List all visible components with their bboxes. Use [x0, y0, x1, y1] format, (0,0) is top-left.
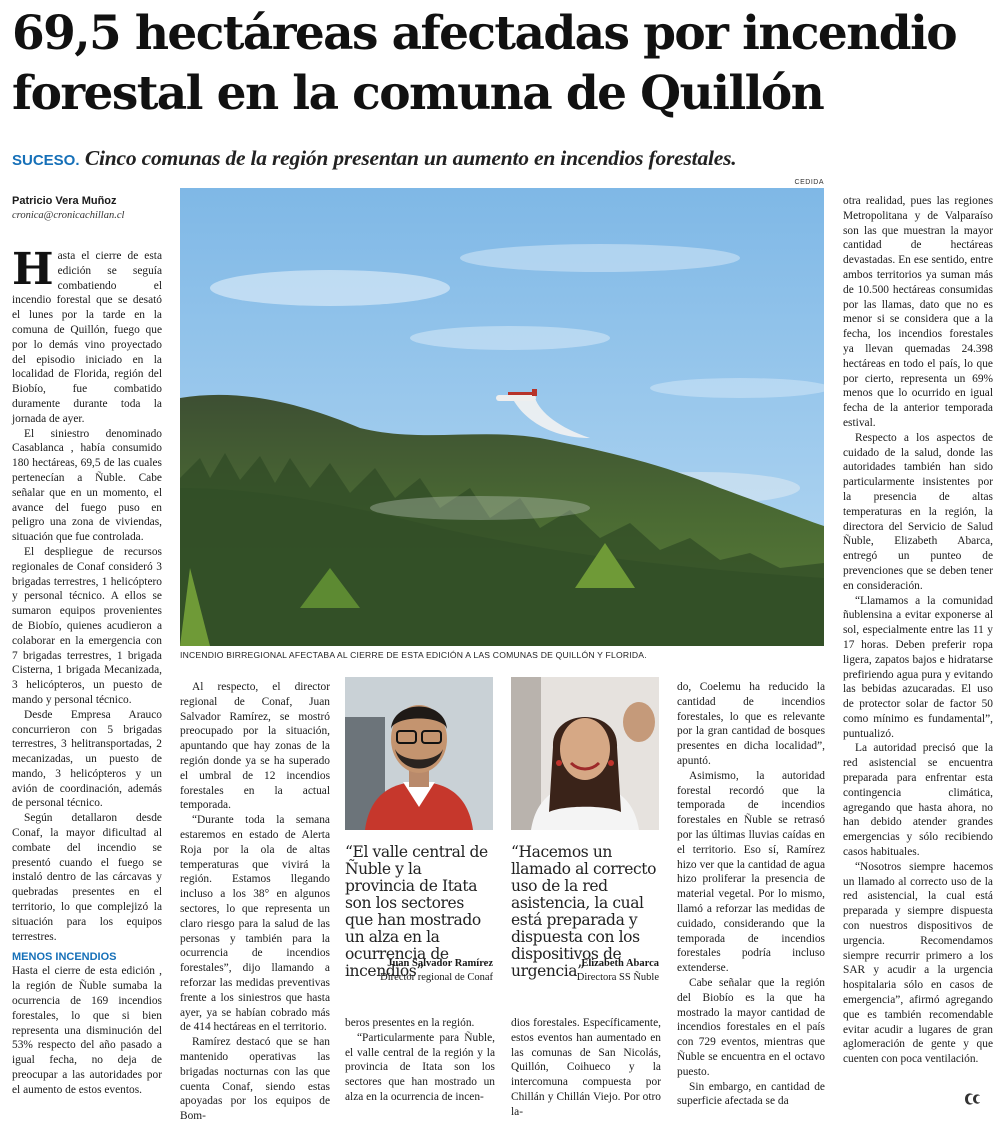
column-4: [511, 1016, 661, 1120]
paragraph: Según detallaron desde Conaf, la mayor dificultad al combate del incendio se presentó cuando el fuego se instaló dentro de las cárcavas y quebradas presentes en el territorio, lo que complejizó la situación para los equipos terrestres.: [12, 812, 162, 943]
paragraph: Respecto a los aspectos de cuidado de la salud, donde las autoridades también han sido particularmente insistentes por la presencia de altas temperaturas en la región, la directora del Servicio de Salud Ñuble, Elizabeth Abarca, entregó un punteo de prevenciones que se deben tener en consideración.: [843, 431, 993, 592]
paragraph: Ramírez destacó que se han mantenido operativas las brigadas nocturnas con las que cuenta Conaf, siendo estas apoyadas por los equipos de Bom-: [180, 1036, 330, 1123]
quote-2-role: Directora SS Ñuble: [576, 972, 659, 983]
column-3: [345, 1016, 495, 1105]
paragraph: El siniestro denominado Casablanca , había consumido 180 hectáreas, 69,5 de las cuales pertenecían a Ñuble. Cabe señalar que en un momento, el avance del fuego puso en peligro una zona de viviendas, situación que fue controlada.: [12, 427, 162, 544]
section-heading: MENOS INCENDIOS: [12, 951, 117, 964]
portrait-photo: [511, 677, 659, 830]
headline-line-1: 69,5 hectáreas afectadas por incendio: [12, 6, 957, 61]
paragraph: “Llamamos a la comunidad ñublensina a evitar exponerse al sol, especialmente entre las 11 y 17 horas. Deben preferir ropa ligera, zapatos bajos e hidratarse prefiriendo agua pura y evitando las bebidas azucaradas. El uso de protector solar de factor 50 como mínimo es fundamental”, puntualizó.: [843, 594, 993, 740]
subhead: [12, 144, 992, 175]
drop-cap: H: [12, 244, 54, 295]
paragraph: do, Coelemu ha reducido la cantidad de incendios forestales, lo que es relevante por la gran cantidad de bosques presentes en dicha localidad”, apuntó.: [677, 681, 825, 767]
paragraph: otra realidad, pues las regiones Metropolitana y de Valparaíso son las que muestran la mayor cantidad de hectáreas devastadas. En ese sentido, entre ambos territorios ya suman más de 10.500 hectáreas consumidas por las llamas, dato que no es menor si se considera que a la fecha, los incendios forestales ya llevan quemadas 24.398 hectáreas en todo el país, lo que por cierto, representa un 69% menos que lo ocurrido en igual fecha de la anterior temporada estival.: [843, 195, 993, 429]
photo-credit: CEDIDA: [794, 179, 824, 186]
paragraph: beros presentes en la región.: [345, 1017, 475, 1029]
portrait-juan-salvador-ramirez: [345, 677, 493, 830]
paragraph: El despliegue de recursos regionales de Conaf consideró 3 brigadas terrestres, 1 helicóptero y personal técnico. A ellos se sumaron equipos provenientes de Biobío, quienes acudieron a colaborar en la emergencia con 7 brigadas terrestres, 1 brigada Cisterna, 1 brigada Mecanizada, 3 helicópteros, un puesto de mando y personal técnico.: [12, 545, 162, 706]
paragraph: “Particularmente para Ñuble, el valle central de la región y la provincia de Itata son los sectores que han mostrado un alza en la ocurrencia de incen-: [345, 1031, 495, 1103]
headline-line-2: forestal en la comuna de Quillón: [12, 66, 824, 121]
paragraph: Sin embargo, en cantidad de superficie afectada se da: [677, 1080, 825, 1108]
pull-quote-2: “Hacemos un llamado al correcto uso de la red asistencia, la cual está preparada y dispuesta con los dispositivos de urgencia”: [511, 843, 657, 980]
quote-2-name: Elizabeth Abarca: [581, 958, 659, 969]
paragraph: Asimismo, la autoridad forestal recordó que la temporada de incendios forestales en Ñuble se retrasó por las últimas lluvias caídas en el territorio. Eso sí, Ramírez hizo ver que la cantidad de agua hizo proliferar la presencia de material vegetal. Por lo mismo, llamó a reforzar las medidas de cuidado, considerando que la temporada de incendios forestales podría incluso extenderse.: [677, 769, 825, 975]
column-1: [12, 194, 162, 1098]
end-mark-icon: [962, 1090, 982, 1108]
section-kicker: SUCESO.: [12, 152, 80, 169]
author-name: Patricio Vera Muñoz: [12, 195, 117, 207]
column-5: [677, 680, 825, 1109]
paragraph: “Durante toda la semana estaremos en estado de Alerta Roja por la ola de altas temperaturas que vivirá la región. Estamos llegando incluso a los 38° en algunos sectores, lo que representa un claro riesgo para la salud de las personas y también para la ocurrencia de incendios forestales”, dijo llamando a reforzar las medidas preventivas frente a los siniestros que hasta ayer, ya se habían cobrado más de 414 hectáreas en el territorio.: [180, 814, 330, 1034]
paragraph: dios forestales. Específicamente, estos eventos han aumentado en las comunas de San Nicolás, Quillón, Coihueco y la intercomuna compuesta por Chillán y Chillán Viejo. Por otro la-: [511, 1017, 661, 1118]
deck-text: Cinco comunas de la región presentan un aumento en incendios forestales.: [84, 146, 737, 170]
paragraph: Hasta el cierre de esta edición se seguía combatiendo el incendio forestal que se desató el lunes por la tarde en la comuna de Quillón, fuego que por lo demás vino proyectado del episodio iniciado en la localidad de Florida, región del Biobío, fue combatido duramente durante toda la jornada de ayer.: [12, 244, 162, 425]
quote-1-role: Director regional de Conaf: [380, 972, 493, 983]
portrait-elizabeth-abarca: [511, 677, 659, 830]
pull-quote-1: “El valle central de Ñuble y la provincia de Itata son los sectores que han mostrado un alza en la ocurrencia de incendios”: [345, 843, 488, 980]
author-email[interactable]: cronica@cronicachillan.cl: [12, 210, 125, 221]
wildfire-photo-illustration: [180, 188, 824, 646]
quote-1-name: Juan Salvador Ramírez: [387, 958, 493, 969]
paragraph: “Nosotros siempre hacemos un llamado al correcto uso de la red asistencial, la cual está preparada y siempre dispuesta con nuestros dispositivos de urgencia. Recomendamos siempre recurrir primero a los SAR y acudir a la urgencia hospitalaria sólo en casos de emergencia”, afirmó agregando que es también recomendable evitar acudir a lugares de gran aglomeración de gente y que cuenten con poca ventilación.: [843, 860, 993, 1066]
paragraph: Hasta el cierre de esta edición , la región de Ñuble sumaba la ocurrencia de 169 incendios forestales, lo que si bien representa una disminución del 53% respecto del año pasado a igual fecha, no deja de preocupar a las autoridades por el aumento de estos eventos.: [12, 965, 162, 1096]
paragraph: La autoridad precisó que la red asistencial se encuentra preparada para enfrentar esta contingencia climática, agregando que hasta ahora, no han debido atender grandes emergencias y sólo recibiendo casos habituales.: [843, 742, 993, 859]
paragraph: Desde Empresa Arauco concurrieron con 5 brigadas terrestres, 3 helitransportadas, 2 mecanizadas, un puesto de mando, 3 helicópteros y un avión de coordinación, además de personal técnico.: [12, 708, 162, 810]
column-6: [843, 194, 993, 1067]
headline: [12, 4, 992, 124]
paragraph: Cabe señalar que la región del Biobío es la que ha mostrado la mayor cantidad de incendios forestales en el país con 729 eventos, mientras que Ñuble se encuentra en el octavo puesto.: [677, 976, 825, 1078]
column-2: [180, 680, 330, 1124]
paragraph: Al respecto, el director regional de Conaf, Juan Salvador Ramírez, se mostró preocupado por la situación, apuntando que hay zonas de la región donde ya se ha superado el umbral de 12 incendios forestales en la actual temporada.: [180, 681, 330, 812]
main-photo: [180, 188, 824, 646]
portrait-photo: [345, 677, 493, 830]
photo-caption: INCENDIO BIRREGIONAL AFECTABA AL CIERRE DE ESTA EDICIÓN A LAS COMUNAS DE QUILLÓN Y FLORIDA.: [180, 650, 647, 660]
